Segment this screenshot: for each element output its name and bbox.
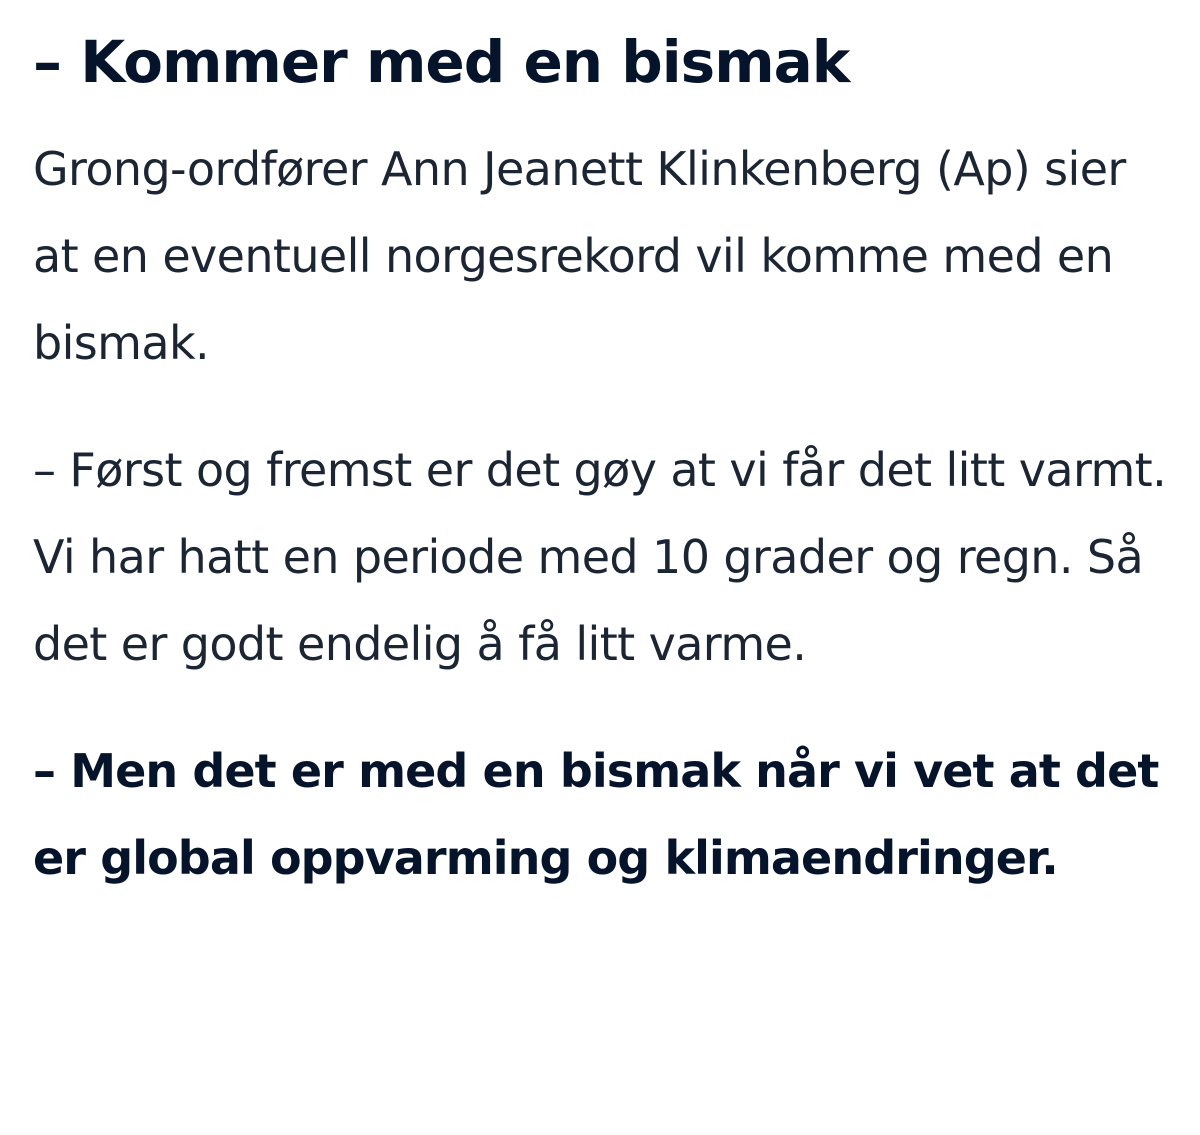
section-heading: – Kommer med en bismak <box>33 28 850 96</box>
paragraph-intro: Grong-ordfører Ann Jeanett Klinkenberg (Ap) sier at en eventuell norgesrekord vil komme med en bismak. <box>33 142 1126 370</box>
paragraph-quote-bold: – Men det er med en bismak når vi vet at det er global oppvarming og klimaendringer. <box>33 744 1159 885</box>
article-body <box>33 22 1173 902</box>
paragraph-quote: – Først og fremst er det gøy at vi får det litt varmt. Vi har hatt en periode med 10 grader og regn. Så det er godt endelig å få litt varme. <box>33 443 1167 671</box>
